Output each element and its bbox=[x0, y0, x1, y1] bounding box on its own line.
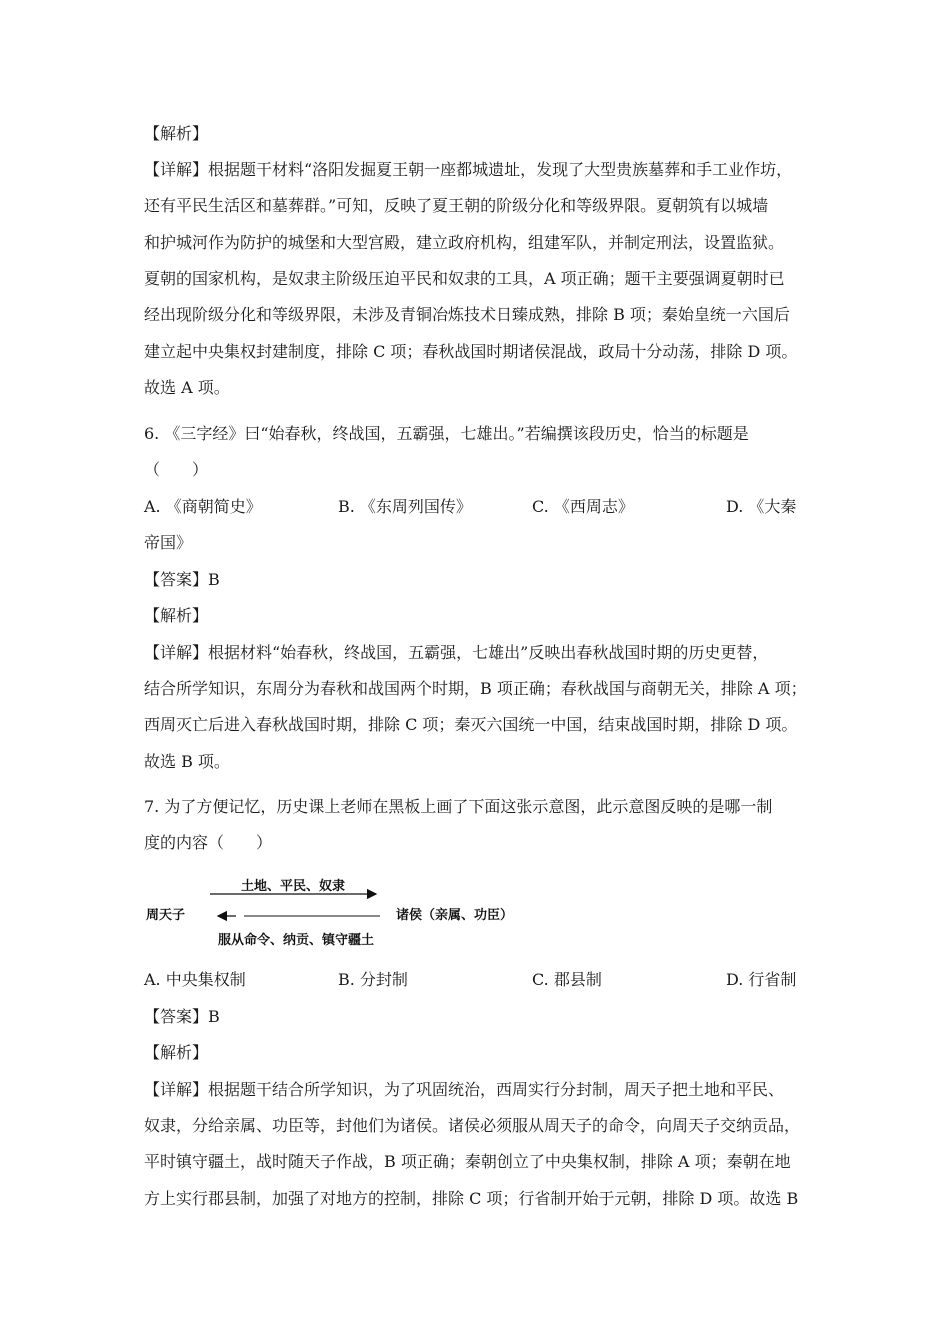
analysis-tag: 【解析】 bbox=[144, 1043, 209, 1062]
detail-line: 奴隶，分给亲属、功臣等，封他们为诸侯。诸侯必须服从周天子的命令，向周天子交纳贡品， bbox=[144, 1116, 801, 1135]
option-d-cont: 帝国》 bbox=[144, 533, 193, 552]
diagram-bottom-label: 服从命令、纳贡、镇守疆土 bbox=[218, 933, 375, 948]
options-row bbox=[144, 497, 808, 517]
option-b: B. 分封制 bbox=[338, 970, 408, 989]
analysis-tag: 【解析】 bbox=[144, 606, 209, 625]
detail-line: 经出现阶级分化和等级界限，未涉及青铜冶炼技术日臻成熟，排除 B 项；秦始皇统一六国后 bbox=[144, 305, 790, 324]
option-d: D. 《大秦 bbox=[726, 497, 797, 516]
detail-line: 【详解】根据材料“始春秋，终战国，五霸强，七雄出”反映出春秋战国时期的历史更替， bbox=[144, 643, 769, 662]
detail-line: 【详解】根据题干材料“洛阳发掘夏王朝一座都城遗址，发现了大型贵族墓葬和手工业作坊， bbox=[144, 160, 793, 179]
answer: 【答案】B bbox=[144, 570, 220, 589]
answer: 【答案】B bbox=[144, 1007, 220, 1026]
question-stem-cont: （ ） bbox=[144, 460, 209, 479]
options-row bbox=[144, 970, 808, 990]
question-stem: 6. 《三字经》曰“始春秋，终战国，五霸强，七雄出。”若编撰该段历史，恰当的标题是 bbox=[144, 424, 749, 443]
option-c: C. 《西周志》 bbox=[532, 497, 634, 516]
detail-line: 和护城河作为防护的城堡和大型宫殿，建立政府机构，组建军队，并制定刑法，设置监狱。 bbox=[144, 233, 785, 252]
option-d: D. 行省制 bbox=[726, 970, 797, 989]
detail-line: 平时镇守疆土，战时随天子作战，B 项正确；秦朝创立了中央集权制，排除 A 项；秦朝在地 bbox=[144, 1152, 791, 1171]
question-stem: 7. 为了方便记忆，历史课上老师在黑板上画了下面这张示意图，此示意图反映的是哪一制 bbox=[144, 797, 773, 816]
diagram-top-label: 土地、平民、奴隶 bbox=[241, 879, 346, 894]
detail-line: 【详解】根据题干结合所学知识，为了巩固统治，西周实行分封制，周天子把土地和平民、 bbox=[144, 1080, 785, 1099]
fengjian-diagram bbox=[144, 872, 544, 952]
detail-line: 结合所学知识，东周分为春秋和战国两个时期，B 项正确；春秋战国与商朝无关，排除 A 项； bbox=[144, 679, 807, 698]
detail-line: 夏朝的国家机构，是奴隶主阶级压迫平民和奴隶的工具，A 项正确；题干主要强调夏朝时已 bbox=[144, 269, 785, 288]
diagram-right-label: 诸侯（亲属、功臣） bbox=[396, 908, 514, 923]
option-b: B. 《东周列国传》 bbox=[338, 497, 472, 516]
option-c: C. 郡县制 bbox=[532, 970, 602, 989]
detail-line: 建立起中央集权封建制度，排除 C 项；春秋战国时期诸侯混战，政局十分动荡，排除 D 项。 bbox=[144, 342, 798, 361]
detail-line: 故选 A 项。 bbox=[144, 378, 230, 397]
detail-line: 西周灭亡后进入春秋战国时期，排除 C 项；秦灭六国统一中国，结束战国时期，排除 D 项。 bbox=[144, 715, 798, 734]
detail-line: 还有平民生活区和墓葬群。”可知，反映了夏王朝的阶级分化和等级界限。夏朝筑有以城墙 bbox=[144, 196, 769, 215]
detail-line: 故选 B 项。 bbox=[144, 752, 230, 771]
diagram-left-label: 周天子 bbox=[146, 908, 186, 923]
question-stem-cont: 度的内容（ ） bbox=[144, 833, 273, 852]
option-a: A. 中央集权制 bbox=[144, 970, 246, 989]
analysis-tag: 【解析】 bbox=[144, 124, 209, 143]
detail-line: 方上实行郡县制，加强了对地方的控制，排除 C 项；行省制开始于元朝，排除 D 项。故选 B bbox=[144, 1189, 799, 1208]
option-a: A. 《商朝简史》 bbox=[144, 497, 262, 516]
